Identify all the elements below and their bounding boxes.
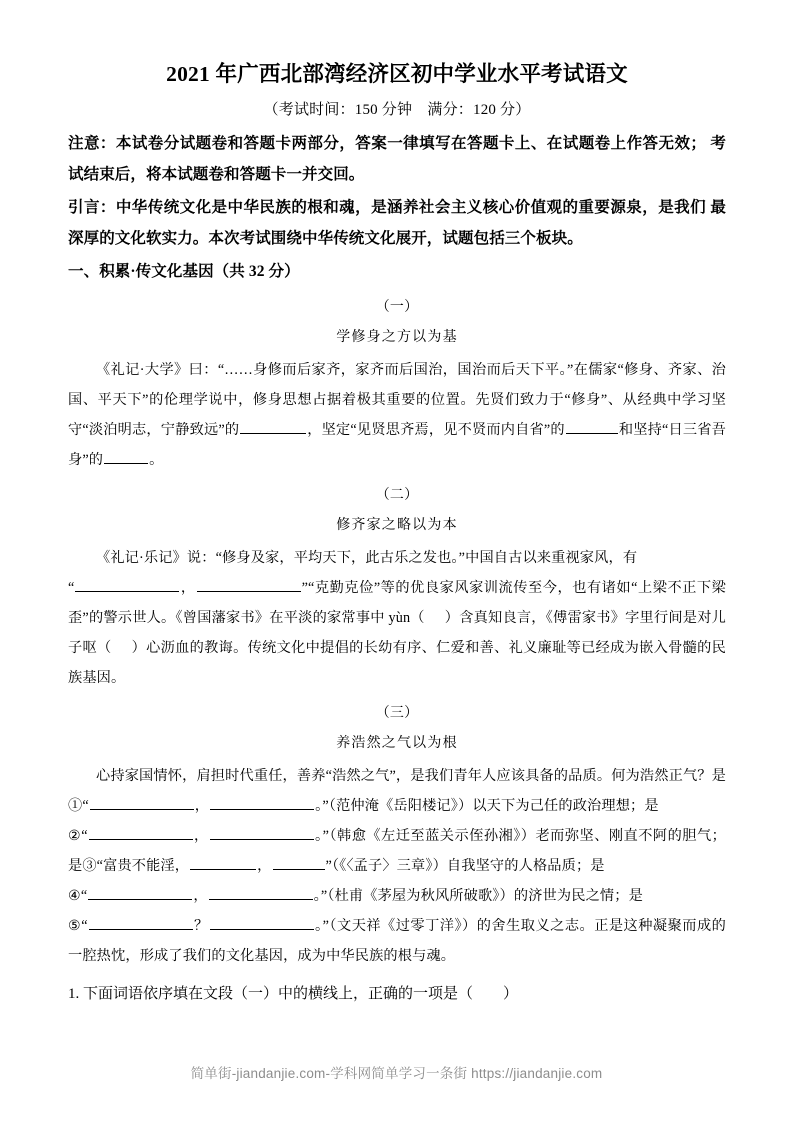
fill-blank[interactable] <box>209 885 313 899</box>
group-three-item2-mid: ， <box>193 827 209 844</box>
group-three-item1-mid: ， <box>194 797 210 814</box>
group-two-quote-open: “ <box>68 579 75 596</box>
group-one-text-a: 《礼记·大学》曰：“……身修而后家齐，家齐而后国治，国治而后天下平。”在儒家“修身、齐家、治国、平天下”的伦理学说中，修身思想占据着极其重要的位置。先贤们致力于“修身”、从经典中学习坚守“淡泊明志，宁静致远”的 <box>68 361 726 438</box>
group-one-subtitle: 学修身之方以为基 <box>336 329 458 345</box>
group-three-item3-end: ”（《〈孟子〉三章》）自我坚守的人格品质；是 <box>325 857 605 874</box>
group-one-label: （一） <box>375 299 419 315</box>
group-two-text-d: ）心沥血的教诲。传统文化中提倡的长幼有序、仁爱和善、礼义廉耻等已经成为嵌入骨髓的民族基因。 <box>68 639 726 686</box>
group-two-text-b: “克勤克俭”等的优良家风家训流传至今，也有诸如“上梁不正下梁歪”的警示世人。《曾国藩家书》在平淡的家常事中 yùn（ <box>68 579 726 626</box>
preface-line-1: 引言：中华传统文化是中华民族的根和魂，是涵养社会主义核心价值观的重要源泉，是我们 <box>68 198 707 216</box>
group-two-label: （二） <box>375 487 419 503</box>
notice-block <box>68 128 726 190</box>
fill-blank[interactable] <box>566 419 618 433</box>
group-three-item4-mid: ， <box>193 887 208 904</box>
preface-block <box>68 192 726 254</box>
group-three-subtitle: 养浩然之气以为根 <box>336 735 458 751</box>
fill-blank[interactable] <box>75 577 179 591</box>
page-title: 2021 年广西北部湾经济区初中学业水平考试语文 <box>166 62 628 86</box>
group-three-label: （三） <box>375 705 419 721</box>
group-three-intro: 心持家国情怀，肩担时代重任，善养“浩然之气”，是我们青年人应该具备的品质。何为浩然正气？是①“ <box>68 767 726 814</box>
group-two-quote-comma: ， <box>180 579 196 596</box>
group-two-quote-close: ” <box>301 579 309 596</box>
group-three-paragraph-item5 <box>68 911 726 971</box>
notice-line-1: 注意：本试卷分试题卷和答题卡两部分，答案一律填写在答题卡上、在试题卷上作答无效； <box>68 134 707 152</box>
fill-blank[interactable] <box>104 449 148 463</box>
fill-blank[interactable] <box>89 915 193 929</box>
fill-blank[interactable] <box>210 915 314 929</box>
question-text[interactable]: 下面词语依序填在文段（一）中的横线上，正确的一项是（ ） <box>83 985 519 1002</box>
fill-blank[interactable] <box>90 795 194 809</box>
section-heading-one: 一、积累·传文化基因（共 32 分） <box>68 262 300 280</box>
group-one-text-b: ，坚定“见贤思齐焉，见不贤而内自省”的 <box>307 421 565 438</box>
group-three-paragraph-intro <box>68 761 726 821</box>
question-number: 1. <box>68 985 80 1002</box>
question-item-1 <box>68 979 726 1010</box>
group-two-subtitle: 修齐家之略以为本 <box>336 517 458 533</box>
footer-watermark: 简单街-jiandanjie.com-学科网简单学习一条街 https://jiandanjie.com <box>190 1066 603 1081</box>
group-three-item4-end: 。”（杜甫《茅屋为秋风所破歌》）的济世为民之情；是 <box>313 887 643 904</box>
group-three-item2-start: ②“ <box>68 827 88 844</box>
group-one-text-d: 。 <box>149 451 164 468</box>
group-one-text-c: 和坚持“日三省吾身”的 <box>68 421 727 468</box>
notice-line-2: 考试结束后，将本试题卷和答题卡一并交回。 <box>68 134 726 183</box>
group-two-text-a: 《礼记·乐记》说：“修身及家，平均天下，此古乐之发也。”中国自古以来重视家风，有 <box>96 549 638 566</box>
page-content <box>68 58 726 1010</box>
group-three-item3-mid: ， <box>257 857 272 874</box>
fill-blank[interactable] <box>240 419 306 433</box>
fill-blank[interactable] <box>88 885 192 899</box>
group-three-item2-end: 。”（韩愈《左迁至蓝关示侄孙湘》）老而弥坚、刚直不阿的胆气；是③“富贵不能淫， <box>68 827 726 874</box>
group-two-paragraph-body <box>68 573 726 693</box>
exam-duration-score: （考试时间：150 分钟 满分：120 分） <box>263 102 531 119</box>
group-three-item4-start: ④“ <box>68 887 88 904</box>
fill-blank[interactable] <box>210 795 314 809</box>
group-two-text-c: ）含真知良言，《傅雷家书》字里行间是对儿子呕（ <box>68 609 726 656</box>
group-three-item5-mid: ？ <box>193 917 209 934</box>
group-three-paragraph-item4 <box>68 881 726 911</box>
group-two <box>68 481 726 693</box>
fill-blank[interactable] <box>190 855 256 869</box>
fill-blank[interactable] <box>273 855 325 869</box>
fill-blank[interactable] <box>210 825 314 839</box>
preface-line-2: 最深厚的文化软实力。本次考试围绕中华传统文化展开，试题包括三个板块。 <box>68 198 726 247</box>
fill-blank[interactable] <box>197 577 301 591</box>
group-three-item1-end: 。”（范仲淹《岳阳楼记》）以天下为己任的政治理想；是 <box>315 797 659 814</box>
group-three-paragraph-item2 <box>68 821 726 881</box>
group-three-item5-start: ⑤“ <box>68 917 88 934</box>
group-three-item5-end: 。”（文天祥《过零丁洋》）的舍生取义之志。正是这种凝聚而成的一腔热忱，形成了我们的文化基因，成为中华民族的根与魂。 <box>68 917 726 964</box>
group-three <box>68 699 726 971</box>
group-one <box>68 293 726 475</box>
fill-blank[interactable] <box>89 825 193 839</box>
group-one-paragraph <box>68 355 726 475</box>
group-two-paragraph-intro <box>68 543 726 573</box>
